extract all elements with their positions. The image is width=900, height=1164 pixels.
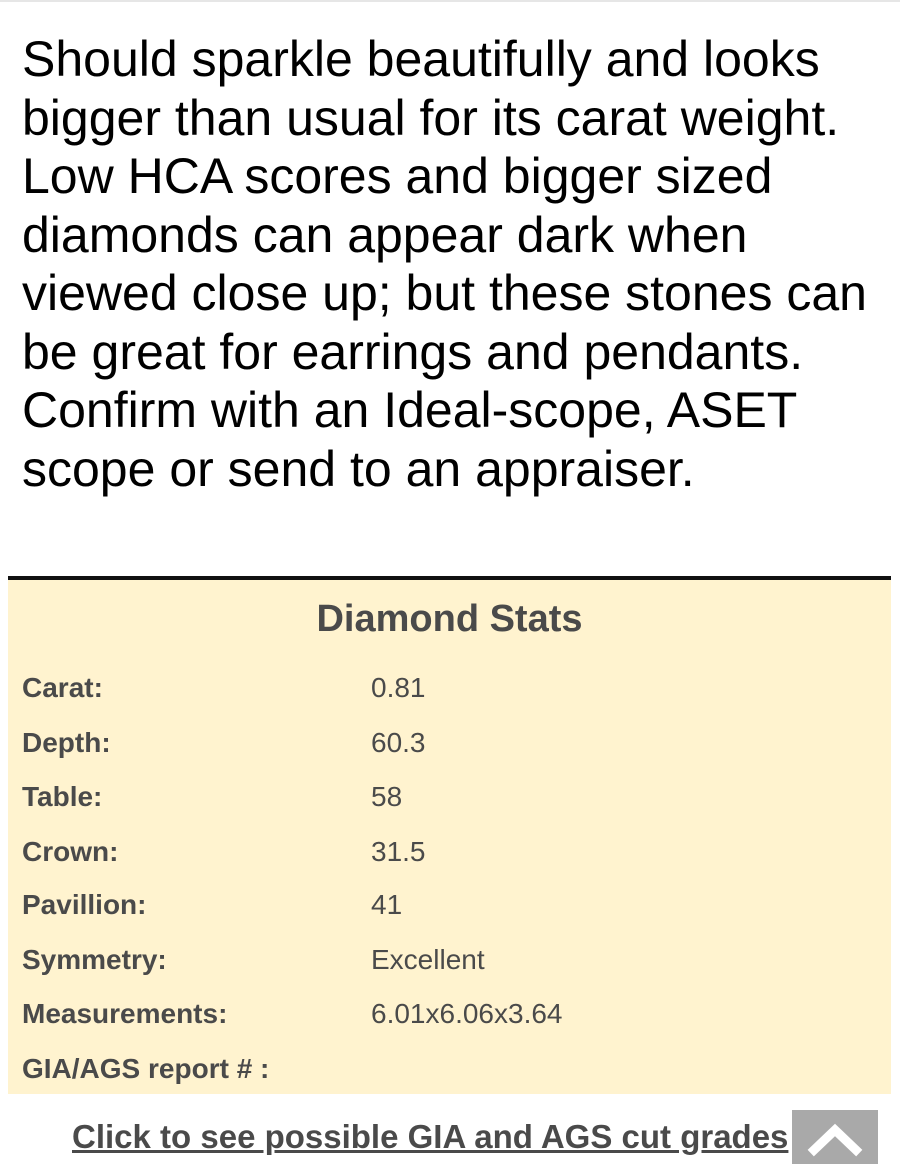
stat-row-crown (8, 836, 891, 876)
cut-description-text: Should sparkle beautifully and looks bigger than usual for its carat weight. Low HCA scores and bigger sized diamonds can appear dark when viewed close up; but these stones can be great for earrings and pendants. Confirm with an Ideal-scope, ASET scope or send to an appraiser. (22, 31, 867, 497)
stat-label-table: Table: (22, 781, 103, 812)
stat-value-table: 58 (371, 781, 403, 812)
stat-row-depth (8, 727, 891, 767)
stat-row-pavillion (8, 889, 891, 929)
diamond-stats-panel (8, 580, 891, 1094)
stat-label-crown: Crown: (22, 836, 119, 867)
diamond-stats-title: Diamond Stats (316, 598, 583, 640)
stat-value-depth: 60.3 (371, 727, 426, 758)
chevron-up-icon (792, 1110, 878, 1164)
cut-grades-link[interactable]: Click to see possible GIA and AGS cut grades (72, 1118, 789, 1155)
stat-label-pavillion: Pavillion: (22, 889, 147, 920)
stat-row-table (8, 781, 891, 821)
stat-row-carat (8, 672, 891, 712)
stat-value-symmetry: Excellent (371, 944, 485, 975)
stat-value-carat: 0.81 (371, 672, 426, 703)
scroll-to-top-button[interactable] (792, 1110, 878, 1164)
stat-label-symmetry: Symmetry: (22, 944, 167, 975)
stat-row-symmetry (8, 944, 891, 984)
stat-label-carat: Carat: (22, 672, 103, 703)
stat-label-report-number: GIA/AGS report # : (22, 1053, 270, 1084)
stat-label-measurements: Measurements: (22, 998, 228, 1029)
stat-row-report-number (8, 1053, 891, 1093)
stat-row-measurements (8, 998, 891, 1038)
stat-label-depth: Depth: (22, 727, 111, 758)
stat-value-pavillion: 41 (371, 889, 403, 920)
top-divider (0, 0, 900, 2)
stat-value-measurements: 6.01x6.06x3.64 (371, 998, 563, 1029)
stat-value-crown: 31.5 (371, 836, 426, 867)
